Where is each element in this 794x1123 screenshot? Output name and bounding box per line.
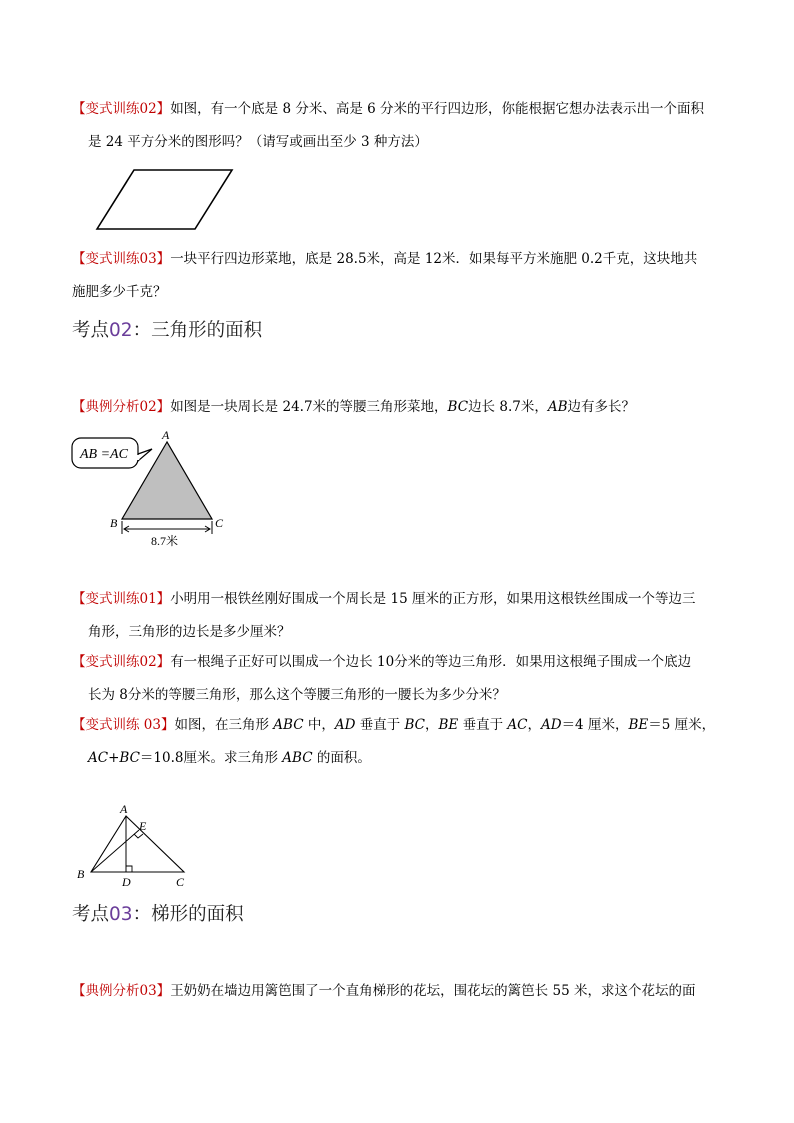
example-text: 王奶奶在墙边用篱笆围了一个直角梯形的花坛，围花坛的篱笆长 55 米，求这个花坛的面 — [170, 983, 696, 999]
exercise-line — [72, 243, 726, 276]
variable-text: ABC — [273, 717, 304, 733]
exercise-text: ＝4 厘米， — [561, 717, 629, 733]
heading-label: 考点 — [72, 320, 110, 341]
exercise-block-6 — [72, 709, 726, 775]
exercise-line — [72, 276, 726, 309]
exercise-text: 是 24 平方分米的图形吗？（请写或画出至少 3 种方法） — [88, 134, 428, 150]
variable-text: AC — [507, 717, 528, 733]
exercise-block-2 — [72, 243, 726, 309]
variable-text: BC — [119, 750, 140, 766]
exercise-line — [72, 742, 726, 775]
exercise-line — [72, 679, 726, 712]
exercise-line — [72, 93, 726, 126]
vertex-label-d: D — [122, 875, 131, 889]
heading-title: ：三角形的面积 — [132, 320, 263, 341]
speech-bubble-tail — [138, 449, 152, 461]
heading-label: 考点 — [72, 904, 110, 925]
example-block-03 — [72, 975, 726, 1008]
variable-text: AB — [547, 399, 568, 415]
variable-text: ABC — [282, 750, 313, 766]
variable-text: BC — [447, 399, 469, 415]
vertex-label-a: A — [120, 802, 128, 816]
exercise-tag: 【变式训练01】 — [72, 591, 171, 607]
section-heading-02 — [72, 316, 262, 342]
example-tag: 【典例分析02】 — [72, 399, 171, 415]
exercise-tag: 【变式训练02】 — [72, 654, 171, 670]
exercise-line — [72, 646, 726, 679]
exercise-text: 角形，三角形的边长是多少厘米？ — [88, 624, 291, 640]
bubble-text: AB =AC — [80, 447, 128, 462]
exercise-block-1 — [72, 93, 726, 159]
vertex-label-a: A — [162, 428, 170, 442]
exercise-text: 垂直于 — [355, 717, 405, 733]
right-angle-d — [126, 866, 132, 872]
vertex-label-b: B — [110, 516, 118, 530]
vertex-label-e: E — [139, 819, 147, 833]
parallelogram-figure — [90, 163, 240, 238]
variable-text: BE — [438, 717, 459, 733]
exercise-text: 的面积。 — [312, 750, 371, 766]
isosceles-triangle-figure — [68, 428, 230, 548]
exercise-text: 一块平行四边形菜地，底是 28.5米，高是 12米．如果每平方米施肥 0.2千克，这块地共 — [170, 251, 698, 267]
vertex-label-b: B — [77, 867, 85, 881]
example-text: 边长 8.7米， — [468, 399, 548, 415]
exercise-text: ， — [425, 717, 439, 733]
exercise-text: 长为 8分米的等腰三角形，那么这个等腰三角形的一腰长为多少分米？ — [88, 687, 506, 703]
exercise-text: 如图，有一个底是 8 分米、高是 6 分米的平行四边形，你能根据它想办法表示出一个面积 — [170, 101, 705, 117]
exercise-text: 垂直于 — [458, 717, 508, 733]
exercise-text: 施肥多少千克？ — [72, 284, 167, 300]
vertex-label-c: C — [176, 875, 185, 889]
exercise-line — [72, 583, 726, 616]
exercise-text: ＝5 厘米， — [648, 717, 716, 733]
exercise-text: ＝10.8厘米。求三角形 — [139, 750, 283, 766]
exercise-tag: 【变式训练02】 — [72, 101, 171, 117]
parallelogram-shape — [97, 170, 232, 229]
vertex-label-c: C — [215, 516, 224, 530]
exercise-line — [72, 709, 726, 742]
exercise-text: 中， — [303, 717, 335, 733]
exercise-text: 如图，在三角形 — [174, 717, 274, 733]
exercise-text: ， — [527, 717, 541, 733]
example-line — [72, 975, 726, 1008]
variable-text: AC — [88, 750, 109, 766]
example-tag: 【典例分析03】 — [72, 983, 171, 999]
heading-title: ：梯形的面积 — [132, 904, 244, 925]
variable-text: BC — [404, 717, 426, 733]
exercise-line — [72, 616, 726, 649]
variable-text: AD — [540, 717, 562, 733]
variable-text: AD — [334, 717, 356, 733]
exercise-text: 有一根绳子正好可以围成一个边长 10分米的等边三角形．如果用这根绳子围成一个底边 — [170, 654, 692, 670]
example-text: 边有多长？ — [567, 399, 635, 415]
exercise-line — [72, 126, 726, 159]
exercise-tag: 【变式训练 03】 — [72, 717, 175, 733]
right-angle-e — [134, 834, 143, 838]
example-text: 如图是一块周长是 24.7米的等腰三角形菜地， — [170, 399, 448, 415]
exercise-block-4 — [72, 583, 726, 649]
triangle-altitudes-figure — [72, 800, 192, 892]
example-block-02 — [72, 391, 726, 424]
exercise-tag: 【变式训练03】 — [72, 251, 171, 267]
example-line — [72, 391, 726, 424]
heading-number: 03 — [109, 904, 133, 925]
triangle-abc — [91, 816, 184, 872]
section-heading-03 — [72, 900, 244, 926]
exercise-text: + — [108, 750, 120, 766]
exercise-text: 小明用一根铁丝刚好围成一个周长是 15 厘米的正方形，如果用这根铁丝围成一个等边三 — [170, 591, 696, 607]
exercise-block-5 — [72, 646, 726, 712]
base-length-label: 8.7米 — [151, 534, 179, 548]
variable-text: BE — [628, 717, 649, 733]
heading-number: 02 — [109, 320, 133, 341]
